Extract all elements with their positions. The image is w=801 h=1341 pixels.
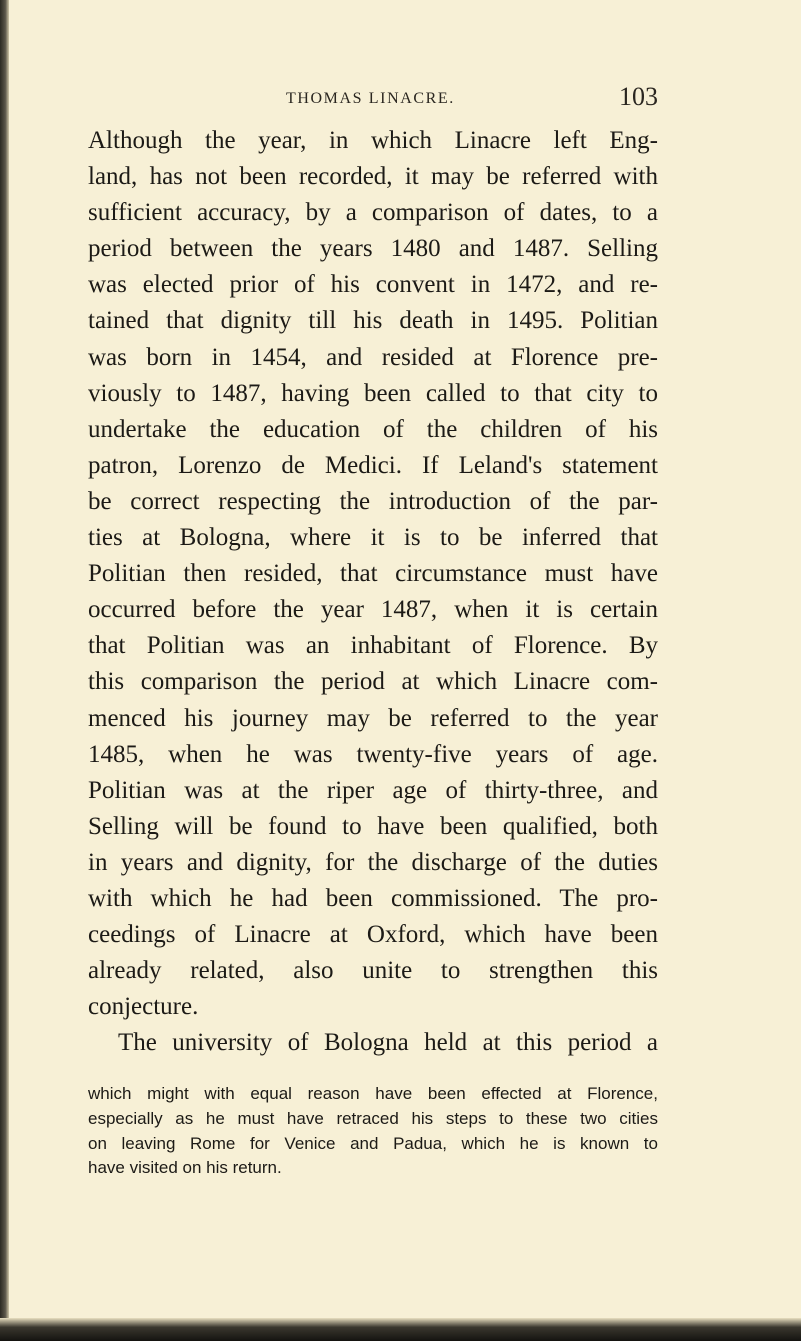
text-line: 1485, when he was twenty-five years of age.	[88, 740, 658, 768]
text-line: ceedings of Linacre at Oxford, which have been	[88, 921, 658, 949]
text-line: land, has not been recorded, it may be referred with	[88, 163, 658, 191]
text-line: with which he had been commissioned. The pro-	[88, 884, 658, 912]
text-line: that Politian was an inhabitant of Florence. By	[88, 632, 658, 660]
text-line: Politian then resided, that circumstance must have	[88, 560, 658, 588]
text-line: Selling will be found to have been qualified, both	[88, 812, 658, 840]
text-line: patron, Lorenzo de Medici. If Leland's statement	[88, 451, 658, 479]
footnote-line: on leaving Rome for Venice and Padua, which he is known to	[88, 1133, 658, 1153]
text-line: viously to 1487, having been called to that city to	[88, 379, 658, 407]
text-line: The university of Bologna held at this period a	[118, 1029, 658, 1057]
running-head	[88, 82, 658, 122]
text-line: was born in 1454, and resided at Florence pre-	[88, 343, 658, 371]
text-line: Politian was at the riper age of thirty-three, and	[88, 776, 658, 804]
text-line: Although the year, in which Linacre left Eng-	[88, 127, 658, 154]
footnote-line: which might with equal reason have been effected at Florence,	[88, 1084, 658, 1104]
text-line: be correct respecting the introduction of the par-	[88, 487, 658, 515]
text-line: undertake the education of the children of his	[88, 415, 658, 443]
text-line: in years and dignity, for the discharge of the duties	[88, 848, 658, 876]
text-line: ties at Bologna, where it is to be inferred that	[88, 524, 658, 552]
book-page	[88, 82, 658, 1181]
text-line: occurred before the year 1487, when it is certain	[88, 596, 658, 624]
footnote-line: especially as he must have retraced his steps to these two cities	[88, 1109, 658, 1129]
page-number: 103	[619, 82, 658, 111]
body-text	[88, 123, 658, 1061]
text-line: period between the years 1480 and 1487. Selling	[88, 235, 658, 263]
text-line: this comparison the period at which Linacre com-	[88, 668, 658, 696]
footnote	[88, 1082, 658, 1180]
text-line: sufficient accuracy, by a comparison of dates, to a	[88, 199, 658, 227]
text-line: menced his journey may be referred to the year	[88, 704, 658, 732]
page-bottom-edge	[0, 1318, 801, 1341]
text-line: conjecture.	[88, 993, 199, 1021]
running-title: THOMAS LINACRE.	[286, 90, 455, 107]
text-line: tained that dignity till his death in 1495. Politian	[88, 307, 658, 335]
page-binding-edge	[0, 0, 9, 1341]
text-line: was elected prior of his convent in 1472, and re-	[88, 271, 658, 299]
footnote-line: have visited on his return.	[88, 1158, 282, 1178]
text-line: already related, also unite to strengthen this	[88, 957, 658, 985]
